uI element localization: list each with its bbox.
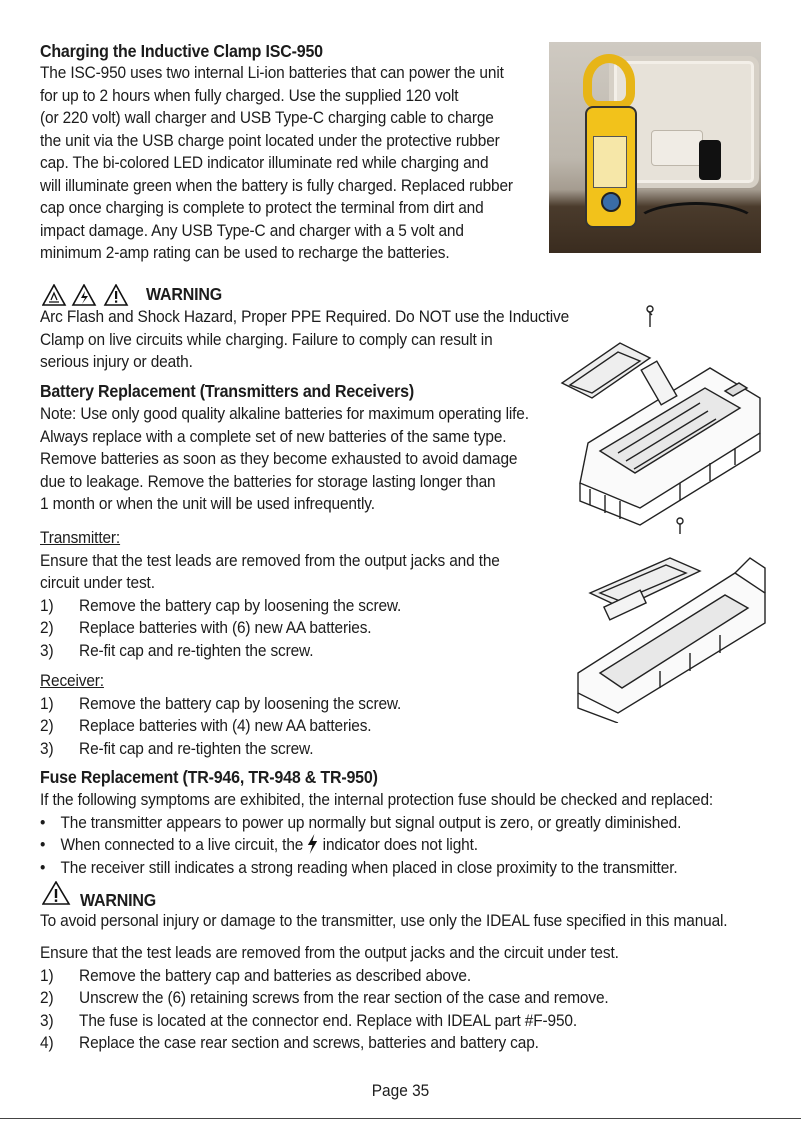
transmitter-step-1: 1) Remove the battery cap by loosening the screw. <box>40 595 402 615</box>
charging-line-6: will illuminate green when the battery is fully charged. Replaced rubber <box>40 175 513 195</box>
battery-replacement-diagram <box>560 303 770 723</box>
battery-title: Battery Replacement (Transmitters and Receivers) <box>40 381 414 401</box>
charging-line-9: minimum 2-amp rating can be used to recharge the batteries. <box>40 243 450 262</box>
caution-icon <box>42 881 72 905</box>
caution-icon <box>105 285 127 305</box>
fuse-step-1: 1) Remove the battery cap and batteries as described above. <box>40 965 472 985</box>
transmitter-intro-1: Ensure that the test leads are removed from the output jacks and the <box>40 550 500 570</box>
fuse-step-2: 2) Unscrew the (6) retaining screws from the rear section of the case and remove. <box>40 988 609 1007</box>
receiver-heading: Receiver: <box>40 671 104 690</box>
battery-line-4: due to leakage. Remove the batteries for storage lasting longer than <box>40 471 496 491</box>
fuse-bullet-3: • The receiver still indicates a strong reading when placed in close proximity to the transmitter. <box>40 857 678 877</box>
transmitter-step-2: 2) Replace batteries with (6) new AA batteries. <box>40 618 372 637</box>
fuse-title: Fuse Replacement (TR-946, TR-948 & TR-950) <box>40 767 378 787</box>
transmitter-heading: Transmitter: <box>40 528 121 547</box>
receiver-step-1: 1) Remove the battery cap by loosening the screw. <box>40 693 402 713</box>
transmitter-step-3: 3) Re-fit cap and re-tighten the screw. <box>40 640 314 660</box>
lightning-icon <box>307 834 318 854</box>
charging-line-7: cap once charging is complete to protect the terminal from dirt and <box>40 198 484 217</box>
receiver-step-3: 3) Re-fit cap and re-tighten the screw. <box>40 738 314 758</box>
clamp-button <box>601 192 621 212</box>
charging-title: Charging the Inductive Clamp ISC-950 <box>40 41 323 61</box>
usb-cable <box>633 202 759 248</box>
charging-line-2: for up to 2 hours when fully charged. Use the supplied 120 volt <box>40 85 459 105</box>
warning-line-3: serious injury or death. <box>40 352 193 371</box>
charging-line-8: impact damage. Any USB Type-C and charger with a 5 volt and <box>40 220 464 240</box>
wall-charger <box>699 140 721 180</box>
warning-line-2: Clamp on live circuits while charging. Failure to comply can result in <box>40 329 493 349</box>
battery-line-3: Remove batteries as soon as they become exhausted to avoid damage <box>40 449 518 468</box>
receiver-step-2: 2) Replace batteries with (4) new AA batteries. <box>40 716 372 735</box>
warning2-text: To avoid personal injury or damage to the transmitter, use only the IDEAL fuse specified in this manual. <box>40 911 728 930</box>
warning-label: WARNING <box>146 284 222 304</box>
wall-outlet <box>651 130 703 166</box>
charging-line-1: The ISC-950 uses two internal Li-ion batteries that can power the unit <box>40 63 504 82</box>
fuse-bullet-2: • When connected to a live circuit, the indicator does not light. <box>40 835 478 854</box>
clamp-charging-photo <box>549 42 761 253</box>
fuse-step-4: 4) Replace the case rear section and screws, batteries and battery cap. <box>40 1033 539 1052</box>
warning2-label: WARNING <box>80 890 156 910</box>
warning-icon-group <box>42 284 138 306</box>
battery-line-2: Always replace with a complete set of new batteries of the same type. <box>40 426 507 446</box>
warning-line-1: Arc Flash and Shock Hazard, Proper PPE Required. Do NOT use the Inductive <box>40 307 570 326</box>
arc-flash-icon <box>43 285 65 305</box>
page-number: Page 35 <box>371 1081 430 1100</box>
fuse-bullet-1: • The transmitter appears to power up normally but signal output is zero, or greatly diminished. <box>40 812 682 832</box>
battery-line-1: Note: Use only good quality alkaline batteries for maximum operating life. <box>40 404 529 423</box>
transmitter-intro-2: circuit under test. <box>40 573 155 592</box>
transmitter-drawing <box>562 306 760 525</box>
receiver-drawing <box>578 518 765 723</box>
clamp-label <box>593 136 627 188</box>
fuse-step-3: 3) The fuse is located at the connector end. Replace with IDEAL part #F-950. <box>40 1010 578 1030</box>
battery-line-5: 1 month or when the unit will be used infrequently. <box>40 494 375 513</box>
fuse-steps-intro: Ensure that the test leads are removed from the output jacks and the circuit under test. <box>40 943 619 962</box>
charging-line-4: the unit via the USB charge point located under the protective rubber <box>40 130 500 150</box>
charging-line-3: (or 220 volt) wall charger and USB Type-C charging cable to charge <box>40 108 494 127</box>
clamp-jaw <box>583 54 635 110</box>
footer-rule <box>0 1118 801 1119</box>
shock-hazard-icon <box>73 285 95 305</box>
charging-line-5: cap. The bi-colored LED indicator illuminate red while charging and <box>40 153 489 172</box>
fuse-intro: If the following symptoms are exhibited, the internal protection fuse should be checked and replaced: <box>40 790 714 809</box>
